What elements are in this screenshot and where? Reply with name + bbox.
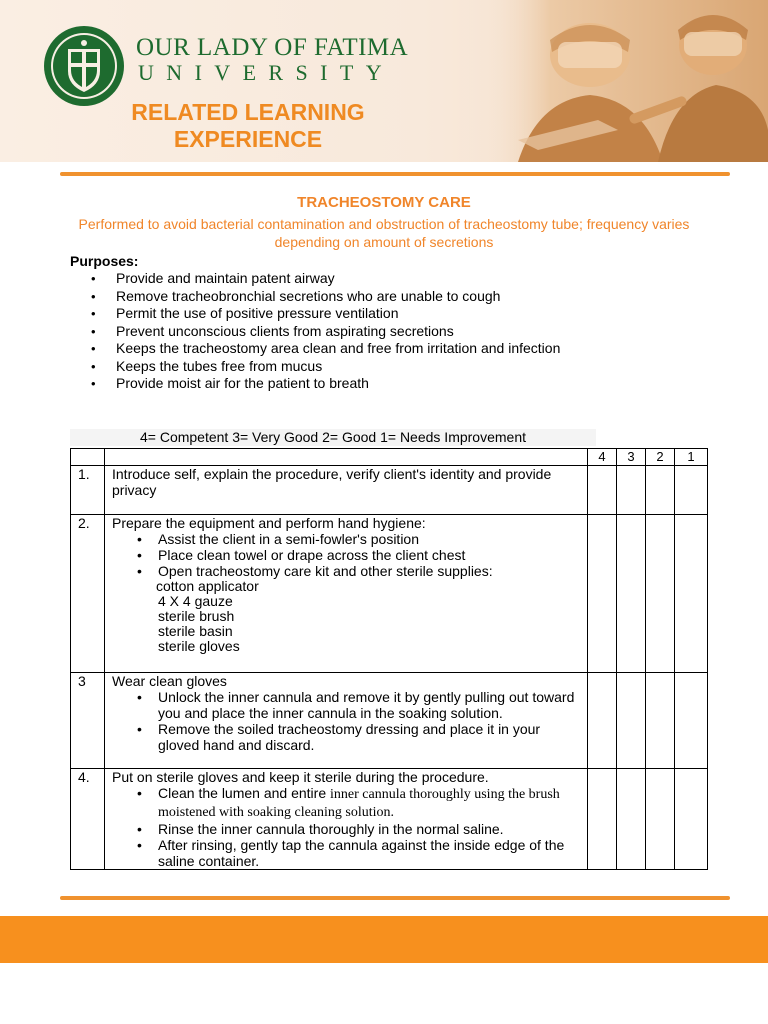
section-title-line2: EXPERIENCE xyxy=(173,126,323,152)
step-bullet: • Assist the client in a semi-fowler's position xyxy=(112,531,583,547)
university-name-line2: UNIVERSITY xyxy=(138,60,394,85)
purpose-item: • Provide and maintain patent airway xyxy=(88,270,560,288)
purpose-item: • Provide moist air for the patient to breath xyxy=(88,375,560,393)
header-blank-cell xyxy=(71,449,105,466)
step-number: 3 xyxy=(71,673,105,769)
step-content xyxy=(105,673,588,769)
step-text: Introduce self, explain the procedure, verify client's identity and provide privacy xyxy=(105,466,588,515)
score-cell-1[interactable] xyxy=(675,769,708,870)
step-bullet: • Unlock the inner cannula and remove it by gently pulling out toward you and place the inner cannula in the soaking solution. xyxy=(112,689,583,721)
purpose-item: • Permit the use of positive pressure ventilation xyxy=(88,305,560,323)
step-bullet: • Place clean towel or drape across the client chest xyxy=(112,547,583,563)
step-bullet: • Remove the soiled tracheostomy dressing and place it in your gloved hand and discard. xyxy=(112,721,583,753)
score-header-3: 3 xyxy=(617,449,646,466)
section-title-line1: RELATED LEARNING xyxy=(131,99,365,125)
score-cell-2[interactable] xyxy=(646,466,675,515)
step-bullet-part: inner cannula thoroughly using the brush moistened with soaking cleaning solution. xyxy=(158,787,560,820)
purposes-heading: Purposes: xyxy=(70,253,139,269)
purposes-list xyxy=(88,270,560,393)
score-cell-1[interactable] xyxy=(675,515,708,673)
rating-legend: 4= Competent 3= Very Good 2= Good 1= Needs Improvement xyxy=(70,429,596,446)
step-bullet: • After rinsing, gently tap the cannula against the inside edge of the saline container. xyxy=(112,837,583,869)
table-row xyxy=(71,515,708,673)
score-cell-4[interactable] xyxy=(588,769,617,870)
purpose-item: • Remove tracheobronchial secretions who are unable to cough xyxy=(88,288,560,306)
score-cell-3[interactable] xyxy=(617,515,646,673)
step-content xyxy=(105,515,588,673)
score-cell-3[interactable] xyxy=(617,769,646,870)
score-cell-4[interactable] xyxy=(588,673,617,769)
step-number: 2. xyxy=(71,515,105,673)
step-text: Put on sterile gloves and keep it sterile during the procedure. xyxy=(112,769,489,785)
header-blank-cell xyxy=(105,449,588,466)
step-content xyxy=(105,769,588,870)
university-seal-logo xyxy=(43,25,125,107)
header-banner xyxy=(0,0,768,162)
step-number: 4. xyxy=(71,769,105,870)
supply-item: sterile brush xyxy=(158,608,235,624)
score-header-1: 1 xyxy=(675,449,708,466)
score-header-4: 4 xyxy=(588,449,617,466)
table-row xyxy=(71,466,708,515)
step-bullet: • Open tracheostomy care kit and other sterile supplies: xyxy=(112,563,583,579)
rubric-table xyxy=(70,448,708,870)
top-divider xyxy=(60,172,730,176)
purpose-item: • Prevent unconscious clients from aspirating secretions xyxy=(88,323,560,341)
score-cell-1[interactable] xyxy=(675,673,708,769)
score-cell-4[interactable] xyxy=(588,466,617,515)
supply-item: 4 X 4 gauze xyxy=(158,593,233,609)
score-header-2: 2 xyxy=(646,449,675,466)
supply-item: sterile gloves xyxy=(158,638,240,654)
score-cell-3[interactable] xyxy=(617,466,646,515)
table-row xyxy=(71,673,708,769)
supply-item: cotton applicator xyxy=(156,578,259,594)
supply-item: sterile basin xyxy=(158,623,233,639)
purpose-item: • Keeps the tubes free from mucus xyxy=(88,358,560,376)
score-cell-4[interactable] xyxy=(588,515,617,673)
step-bullet-part: Clean the lumen and entire xyxy=(158,785,330,801)
score-cell-1[interactable] xyxy=(675,466,708,515)
step-number: 1. xyxy=(71,466,105,515)
score-cell-2[interactable] xyxy=(646,769,675,870)
document-title: TRACHEOSTOMY CARE xyxy=(297,194,471,211)
table-row xyxy=(71,769,708,870)
step-text: Wear clean gloves xyxy=(112,673,227,689)
footer-bar xyxy=(0,916,768,963)
purpose-item: • Keeps the tracheostomy area clean and free from irritation and infection xyxy=(88,340,560,358)
university-name-line1: OUR LADY OF FATIMA xyxy=(136,34,409,61)
score-cell-2[interactable] xyxy=(646,673,675,769)
document-subtitle: Performed to avoid bacterial contamination and obstruction of tracheostomy tube; frequency varies depending on amount of secretions xyxy=(78,216,690,250)
section-title xyxy=(88,99,408,153)
step-text: Prepare the equipment and perform hand hygiene: xyxy=(112,515,426,531)
surgeons-photo xyxy=(478,0,768,162)
step-bullets xyxy=(112,531,583,579)
bottom-divider xyxy=(60,896,730,900)
step-bullet xyxy=(112,785,583,821)
score-cell-2[interactable] xyxy=(646,515,675,673)
score-header-row xyxy=(71,449,708,466)
step-bullet: • Rinse the inner cannula thoroughly in the normal saline. xyxy=(112,821,583,837)
step-bullets xyxy=(112,689,583,753)
step-bullets xyxy=(112,785,583,869)
score-cell-3[interactable] xyxy=(617,673,646,769)
